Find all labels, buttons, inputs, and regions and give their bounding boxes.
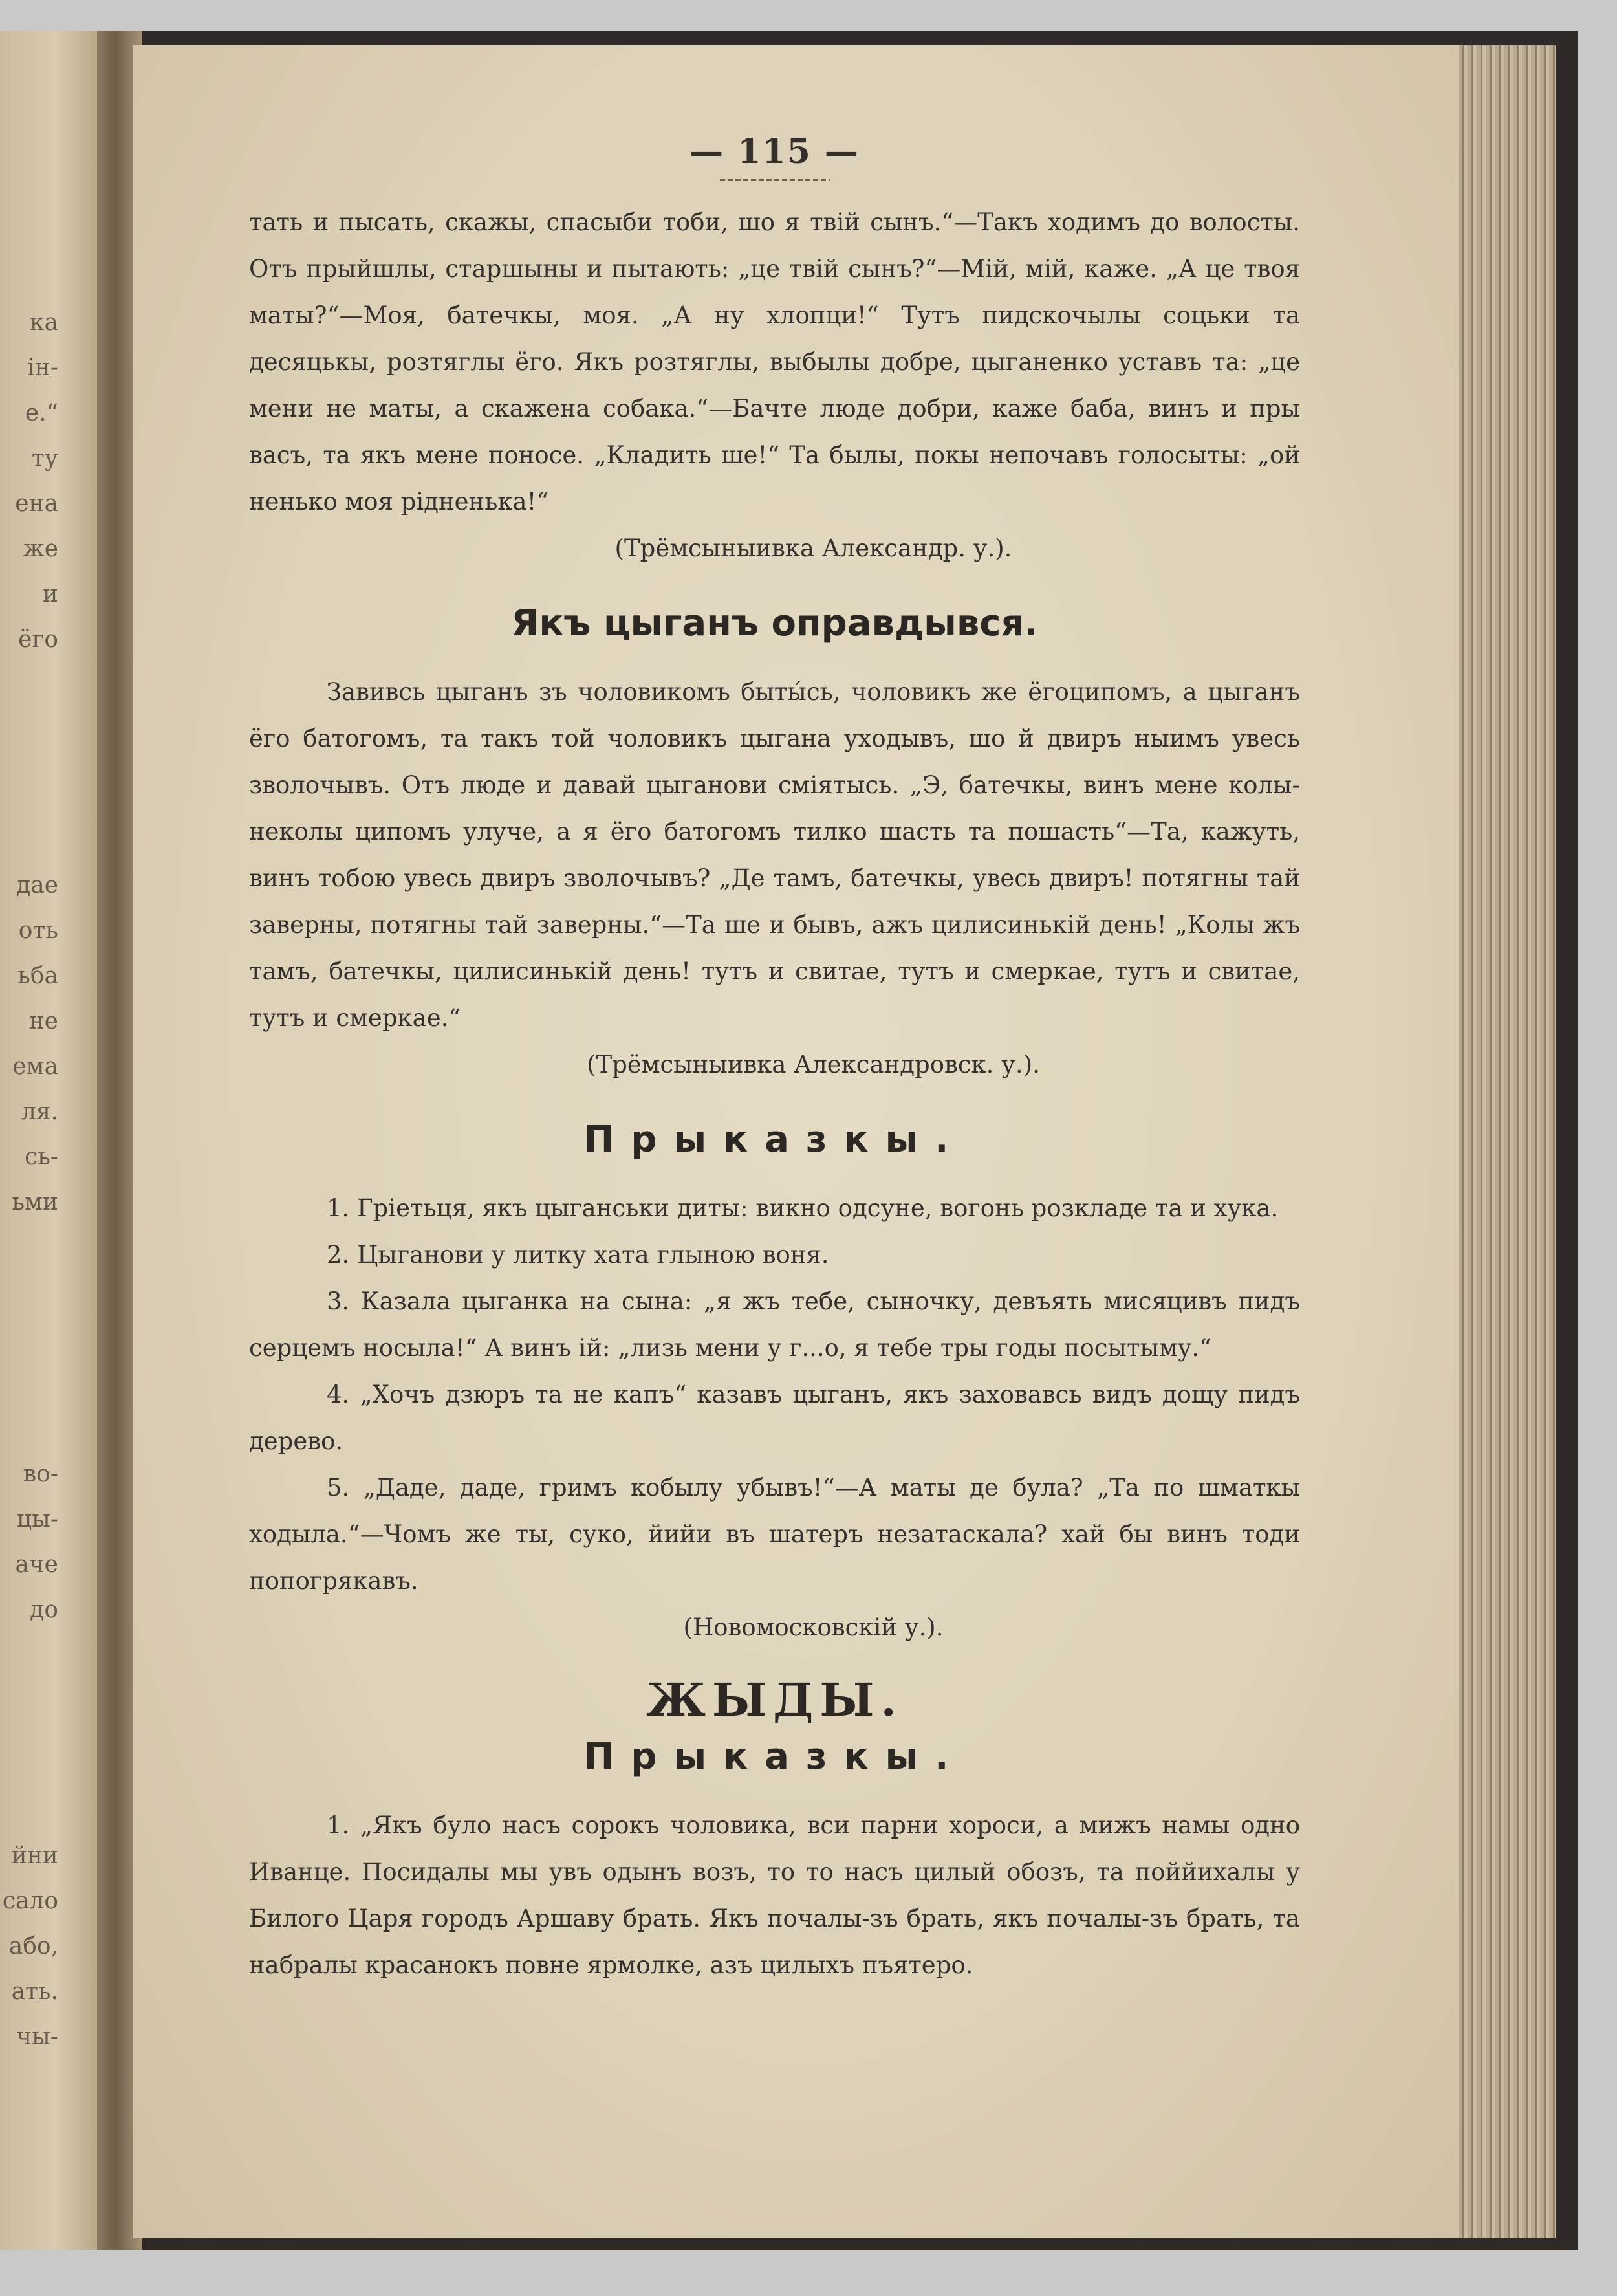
left-fragment: ту — [31, 445, 58, 472]
story-paragraph: Завивсь цыганъ зъ чоловикомъ быты́сь, чоловикъ же ёгоципомъ, а цыганъ ёго батогомъ, та такъ той чоловикъ цыгана уходывъ, шо й двиръ ныимъ увесь зволочывъ. Отъ люде и давай цыганови сміятысь. „Э, батечкы, винъ мене колы-неколы ципомъ улуче, а я ёго батогомъ тилко шасть та пошасть“—Та, кажуть, винъ тобою увесь двиръ зволочывъ? „Де тамъ, батечкы, увесь двиръ! потягны тай заверны, потягны тай заверны.“—Та ше и бывъ, ажъ цилисинькій день! „Колы жъ тамъ, батечкы, цилисинькій день! тутъ и свитае, тутъ и смеркае, тутъ и свитае, тутъ и смеркае.“ — [249, 678, 1300, 1032]
left-fragment: ін- — [27, 355, 58, 381]
left-fragment: оть — [18, 917, 58, 944]
left-fragment: ьба — [17, 963, 58, 989]
intro-source: (Трёмсыныивка Александр. у.). — [614, 534, 1012, 562]
left-page-edge — [0, 31, 113, 2250]
saying-item: 4. „Хочъ дзюръ та не капъ“ казавъ цыганъ, якъ заховавсь видъ дощу пидъ дерево. — [249, 1381, 1300, 1455]
sayings-source: (Новомосковскій у.). — [683, 1613, 944, 1641]
left-fragment: аче — [15, 1551, 58, 1578]
sayings-title-2: Прыказкы. — [583, 1736, 966, 1778]
saying-item: 1. Гріетьця, якъ цыганськи диты: викно одсуне, вогонь розкладе та и хука. — [327, 1194, 1279, 1222]
story-source: (Трёмсыныивка Александровск. у.). — [587, 1051, 1040, 1078]
left-fragment: сало — [2, 1888, 58, 1914]
saying-item: 2. Цыганови у литку хата глыною воня. — [327, 1241, 829, 1269]
left-fragment: чы- — [16, 2024, 58, 2050]
page-edges — [1459, 45, 1556, 2238]
page-number-ornament — [720, 179, 830, 181]
left-fragment: не — [28, 1008, 58, 1034]
left-fragment: дае — [16, 872, 58, 899]
left-fragment: ьми — [12, 1189, 58, 1216]
story-title: Якъ цыганъ оправдывся. — [511, 602, 1038, 644]
left-fragment: цы- — [17, 1506, 58, 1533]
sayings-list — [249, 1185, 1300, 1604]
left-fragment: ка — [30, 309, 58, 336]
left-fragment: во- — [23, 1461, 58, 1487]
left-fragment: ена — [15, 490, 58, 517]
page-number: — 115 — — [689, 132, 860, 171]
saying-item: 1. „Якъ було насъ сорокъ чоловика, вси парни хороси, а мижъ намы одно Иванце. Посидалы мы увъ одынъ возъ, то то насъ цилый обозъ, та поййихалы у Билого Царя городъ Аршаву брать. Якъ почалы-зъ брать, якъ почалы-зъ брать, та набралы красанокъ повне ярмолке, азъ цилыхъ пъятеро. — [249, 1811, 1300, 1979]
left-fragment: ля. — [21, 1099, 58, 1125]
left-fragment: або, — [8, 1933, 58, 1960]
intro-paragraph: тать и пысать, скажы, спасыби тоби, шо я твій сынъ.“—Такъ ходимъ до волосты. Отъ прыйшлы, старшыны и пытають: „це твій сынъ?“—Мій, мій, каже. „А це твоя маты?“—Моя, батечкы, моя. „А ну хлопци!“ Тутъ пидскочылы соцьки та десяцькы, розтяглы ёго. Якъ розтяглы, выбылы добре, цыганенко уставъ та: „це мени не маты, а скажена собака.“—Бачте люде добри, каже баба, винъ и пры васъ, та якъ мене поносе. „Кладить ше!“ Та былы, покы непочавъ голосыты: „ой ненько моя рідненька!“ — [249, 208, 1300, 516]
left-fragment: до — [30, 1597, 58, 1623]
sayings-title: Прыказкы. — [583, 1119, 966, 1161]
left-fragment: ать. — [11, 1978, 58, 2005]
left-fragment: е.“ — [25, 400, 58, 426]
left-fragment: же — [23, 536, 58, 562]
left-fragment: ема — [12, 1053, 58, 1080]
page-text — [249, 133, 1300, 1989]
left-fragment: и — [43, 581, 58, 607]
left-fragment: йни — [12, 1842, 58, 1869]
section-title: ЖЫДЫ. — [646, 1673, 903, 1727]
saying-item: 3. Казала цыганка на сына: „я жъ тебе, сыночку, девъять мисяцивъ пидъ серцемъ носыла!“ А винъ ій: „лизь мени у г...о, я тебе тры годы посытыму.“ — [249, 1287, 1300, 1362]
left-fragment: сь- — [25, 1144, 58, 1170]
saying-item: 5. „Даде, даде, гримъ кобылу убывъ!“—А маты де була? „Та по шматкы ходыла.“—Чомъ же ты, суко, йийи въ шатеръ незатаскала? хай бы винъ тоди попогрякавъ. — [249, 1474, 1300, 1595]
left-fragment: ёго — [18, 626, 58, 653]
